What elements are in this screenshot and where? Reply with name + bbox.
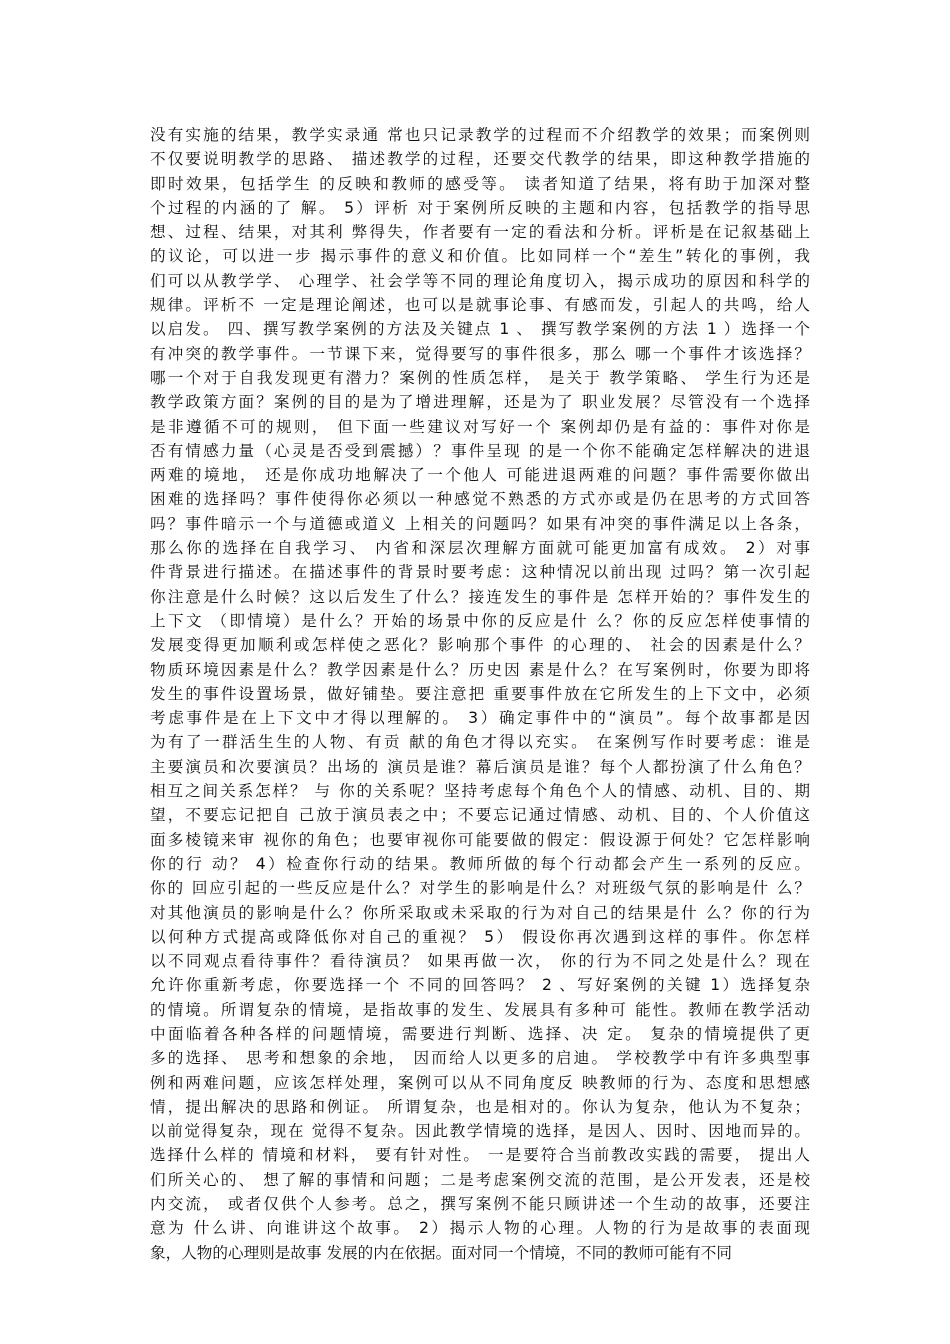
text-line: 中面临着各种各样的问题情境，需要进行判断、选择、决 定。 复杂的情境提供了更 [150, 1024, 810, 1043]
text-line: 以前觉得复杂，现在 觉得不复杂。因此教学情境的选择，是因人、因时、因地而异的。 [150, 1122, 810, 1141]
text-line: 情，提出解决的思路和例证。 所谓复杂，也是相对的。你认为复杂，他认为不复杂； [150, 1097, 810, 1116]
text-line: 没有实施的结果，教学实录通 常也只记录教学的过程而不介绍教学的效果；而案例则 [150, 126, 810, 144]
text-line: 规律。评析不 一定是理论阐述，也可以是就事论事、有感而发，引起人的共鸣，给人 [150, 296, 810, 315]
text-line: 吗？事件暗示一个与道德或道义 上相关的问题吗？如果有冲突的事件满足以上各条， [150, 514, 810, 533]
text-line: 以不同观点看待事件？看待演员？ 如果再做一次， 你的行为不同之处是什么？现在 [150, 952, 810, 971]
document-page [150, 123, 810, 1265]
text-line: 主要演员和次要演员？出场的 演员是谁？幕后演员是谁？每个人都扮演了什么角色？ [150, 757, 810, 776]
text-line: 发生的事件设置场景，做好铺垫。要注意把 重要事件放在它所发生的上下文中，必须 [150, 684, 810, 703]
text-line: 意为 什么讲、向谁讲这个故事。 2）揭示人物的心理。人物的行为是故事的表面现 [150, 1219, 810, 1238]
text-line: 内交流， 或者仅供个人参考。总之，撰写案例不能只顾讲述一个生动的故事，还要注 [150, 1195, 810, 1214]
text-line: 选择什么样的 情境和材料， 要有针对性。 一是要符合当前教改实践的需要， 提出人 [150, 1146, 810, 1165]
text-line: 对其他演员的影响是什么？你所采取或未采取的行为对自己的结果是什 么？你的行为 [150, 903, 810, 922]
text-line: 为有了一群活生生的人物、有贡 献的角色才得以充实。 在案例写作时要考虑：谁是 [150, 733, 810, 752]
text-line: 否有情感力量（心灵是否受到震撼）？事件呈现 的是一个你不能确定怎样解决的进退 [150, 441, 810, 460]
text-line: 们所关心的、 想了解的事情和问题；二是考虑案例交流的范围，是公开发表，还是校 [150, 1170, 810, 1189]
text-line: 们可以从教学学、 心理学、社会学等不同的理论角度切入，揭示成功的原因和科学的 [150, 271, 810, 290]
text-line: 你的 回应引起的一些反应是什么？对学生的影响是什么？对班级气氛的影响是什 么？ [150, 879, 810, 898]
text-line: 即时效果，包括学生 的反映和教师的感受等。 读者知道了结果，将有助于加深对整 [150, 174, 810, 193]
text-line: 是非遵循不可的规则， 但下面一些建议对写好一个 案例却仍是有益的：事件对你是 [150, 417, 810, 436]
text-line: 的情境。所谓复杂的情境，是指故事的发生、发展具有多种可 能性。教师在教学活动 [150, 1000, 810, 1019]
text-line: 想、过程、结果，对其利 弊得失，作者要有一定的看法和分析。评析是在记叙基础上 [150, 223, 810, 242]
text-line: 允许你重新考虑，你要选择一个 不同的回答吗？ 2 、写好案例的关键 1）选择复杂 [150, 976, 810, 995]
text-line: 以何种方式提高或降低你对自己的重视？ 5） 假设你再次遇到这样的事件。你怎样 [150, 927, 810, 946]
text-line: 相互之间关系怎样？ 与 你的关系呢？坚持考虑每个角色个人的情感、动机、目的、期 [150, 782, 810, 801]
text-line: 考虑事件是在上下文中才得以理解的。 3）确定事件中的“演员”。每个故事都是因 [150, 709, 810, 728]
text-line: 不仅要说明教学的思路、 描述教学的过程，还要交代教学的结果，即这种教学措施的 [150, 150, 810, 169]
text-line: 面多棱镜来审 视你的角色；也要审视你可能要做的假定：假设源于何处？它怎样影响 [150, 830, 810, 849]
text-line: 件背景进行描述。在描述事件的背景时要考虑：这种情况以前出现 过吗？第一次引起 [150, 563, 810, 582]
text-line: 你注意是什么时候？这以后发生了什么？接连发生的事件是 怎样开始的？事件发生的 [150, 587, 810, 606]
text-line: 发展变得更加顺利或怎样使之恶化？影响那个事件 的心理的、 社会的因素是什么？ [150, 636, 810, 655]
text-line: 个过程的内涵的了 解。 5）评析 对于案例所反映的主题和内容，包括教学的指导思 [150, 198, 810, 217]
text-line: 那么你的选择在自我学习、 内省和深层次理解方面就可能更加富有成效。 2）对事 [150, 539, 810, 558]
text-line: 教学政策方面？案例的目的是为了增进理解，还是为了 职业发展？尽管没有一个选择 [150, 393, 810, 412]
text-line: 你的行 动？ 4）检查你行动的结果。教师所做的每个行动都会产生一系列的反应。 [150, 854, 810, 873]
text-line: 困难的选择吗？事件使得你必须以一种感觉不熟悉的方式亦或是仍在思考的方式回答 [150, 490, 810, 509]
text-line: 象，人物的心理则是故事 发展的内在依据。面对同一个情境，不同的教师可能有不同 [150, 1243, 732, 1262]
text-line: 的议论，可以进一步 揭示事件的意义和价值。比如同样一个“差生”转化的事例，我 [150, 247, 810, 266]
text-line: 物质环境因素是什么？教学因素是什么？历史因 素是什么？在写案例时，你要为即将 [150, 660, 810, 679]
text-line: 哪一个对于自我发现更有潜力？案例的性质怎样， 是关于 教学策略、 学生行为还是 [150, 368, 810, 387]
text-line: 望，不要忘记把自 己放于演员表之中；不要忘记通过情感、动机、目的、个人价值这 [150, 806, 810, 825]
text-line: 以启发。 四、撰写教学案例的方法及关键点 1 、 撰写教学案例的方法 1 ）选择一个 [150, 320, 810, 339]
text-line: 两难的境地， 还是你成功地解决了一个他人 可能进退两难的问题？事件需要你做出 [150, 466, 810, 485]
text-line: 多的选择、 思考和想象的余地， 因而给人以更多的启迪。 学校教学中有许多典型事 [150, 1049, 810, 1068]
text-line: 有冲突的教学事件。一节课下来，觉得要写的事件很多，那么 哪一个事件才该选择？ [150, 344, 810, 363]
text-line: 上下文 （即情境）是什么？开始的场景中你的反应是什 么？你的反应怎样使事情的 [150, 611, 810, 630]
text-line: 例和两难问题，应该怎样处理，案例可以从不同角度反 映教师的行为、态度和思想感 [150, 1073, 810, 1092]
